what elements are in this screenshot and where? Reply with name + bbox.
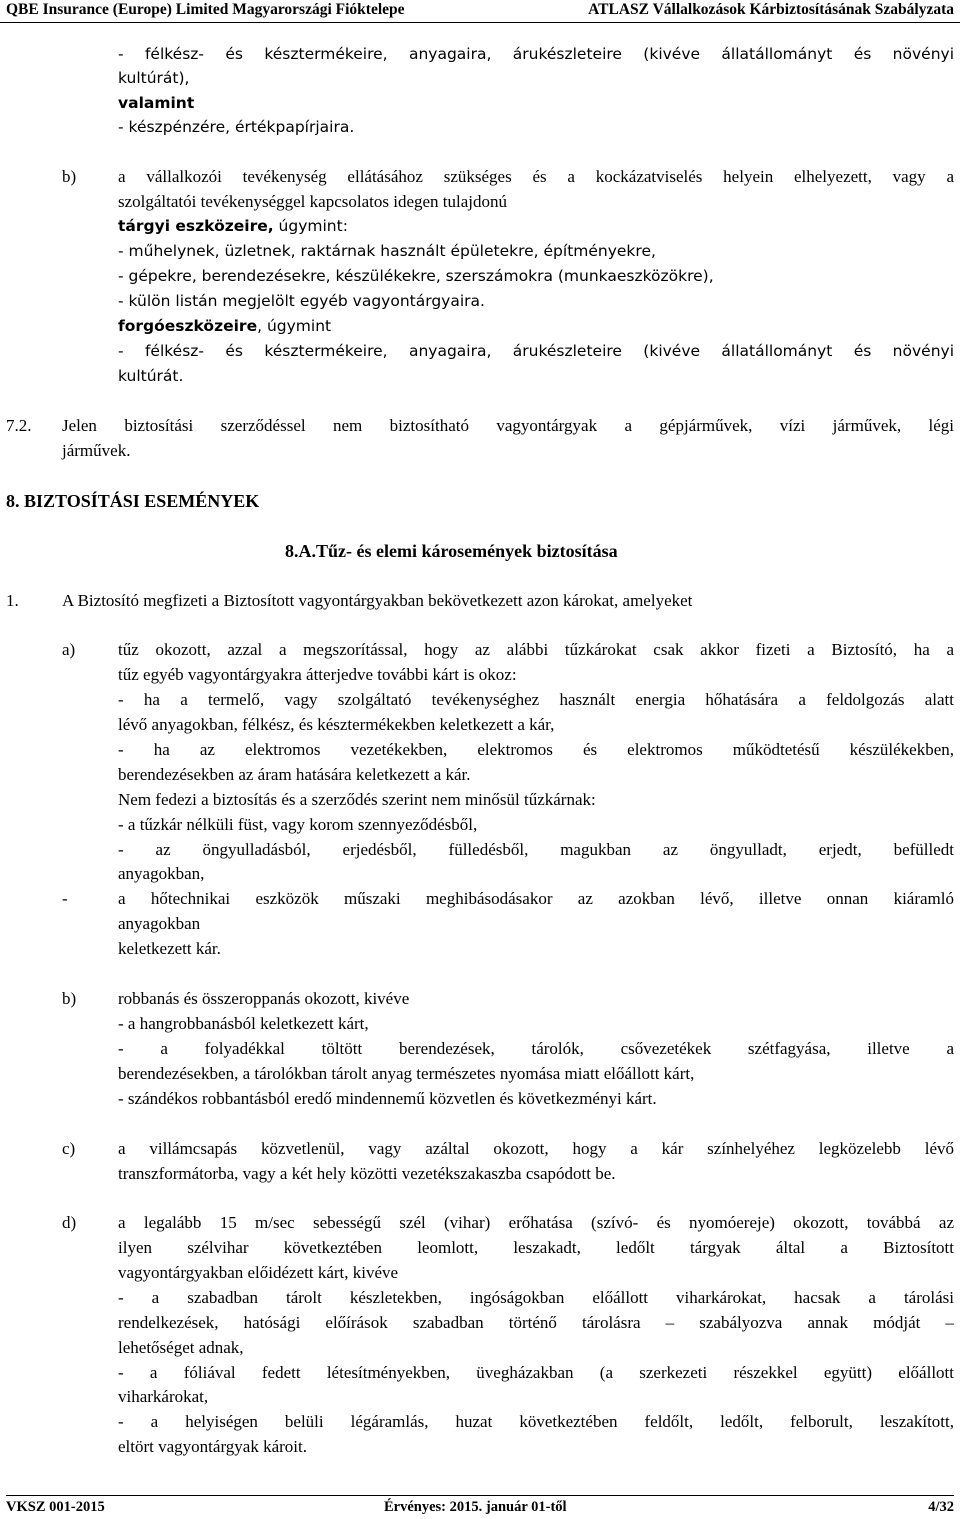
footer-document-code: VKSZ 001-2015	[6, 1499, 105, 1515]
text-line: járművek.	[62, 441, 131, 460]
text-line: eltört vagyontárgyak károit.	[118, 1437, 307, 1456]
text-line: valamint	[118, 94, 195, 112]
text-line: - szándékos robbantásból eredő mindennemű közvetlen és következményi kárt.	[118, 1089, 657, 1108]
text-span: úgymint:	[273, 217, 348, 235]
text-line: anyagokban	[118, 914, 201, 933]
text-line: - az öngyulladásból, erjedésből, fülledésből, magukban az öngyulladt, erjedt, befülledt	[118, 840, 954, 859]
text-line: - ha az elektromos vezetékekben, elektromos és elektromos működtetésű készülékekben,	[118, 740, 954, 759]
paragraph-number: 1.	[6, 591, 19, 610]
page-header	[0, 0, 960, 23]
text-line: - ha a termelő, vagy szolgáltató tevékenységhez használt energia hőhatására a feldolgozás alatt	[118, 690, 954, 709]
text-line: kultúrát),	[118, 69, 190, 87]
text-line: - a folyadékkal töltött berendezések, tárolók, csővezetékek szétfagyása, illetve a	[118, 1039, 954, 1058]
bold-term: tárgyi eszközeire,	[118, 217, 274, 235]
text-line: - a tűzkár nélküli füst, vagy korom szennyeződésből,	[118, 815, 478, 834]
header-document-title: ATLASZ Vállalkozások Kárbiztosításának Szabályzata	[588, 1, 954, 18]
text-line: a legalább 15 m/sec sebességű szél (vihar) erőhatása (szívó- és nyomóereje) okozott, továbbá az	[118, 1213, 954, 1232]
list-marker: a)	[62, 640, 76, 659]
text-line: a hőtechnikai eszközök műszaki meghibásodásakor az azokban lévő, illetve onnan kiáramló	[118, 889, 954, 908]
list-marker: b)	[62, 167, 77, 186]
text-line: lehetőséget adnak,	[118, 1338, 244, 1357]
text-line: - műhelynek, üzletnek, raktárnak használt épületekre, építményekre,	[118, 242, 656, 260]
text-line: tűz egyéb vagyontárgyakra átterjedve további kárt is okoz:	[118, 665, 517, 684]
text-line: - a helyiségen belüli légáramlás, huzat következtében feldőlt, ledőlt, felborult, leszakított,	[118, 1412, 954, 1431]
text-line: - félkész- és késztermékeire, anyagaira, árukészleteire (kivéve állatállományt és növényi	[118, 45, 954, 63]
section-heading: 8. BIZTOSÍTÁSI ESEMÉNYEK	[6, 491, 260, 511]
text-line: ilyen szélvihar következtében leomlott, leszakadt, ledőlt tárgyak által a Biztosított	[118, 1238, 954, 1257]
list-dash: -	[62, 889, 68, 908]
text-line: - külön listán megjelölt egyéb vagyontárgyaira.	[118, 292, 485, 310]
list-marker: c)	[62, 1139, 76, 1158]
section-number: 7.2.	[6, 416, 32, 435]
text-line: transzformátorba, vagy a két hely közötti vezetékszakaszba csapódott be.	[118, 1164, 616, 1183]
text-line: vagyontárgyakban előidézett kárt, kivéve	[118, 1263, 399, 1282]
text-line: szolgáltatói tevékenységgel kapcsolatos idegen tulajdonú	[118, 192, 507, 211]
text-line	[118, 214, 348, 238]
text-line: kultúrát.	[118, 367, 184, 385]
footer-page-number: 4/32	[928, 1499, 954, 1515]
text-line: a villámcsapás közvetlenül, vagy azáltal okozott, hogy a kár színhelyéhez legközelebb lévő	[118, 1139, 954, 1158]
text-line: Nem fedezi a biztosítás és a szerződés szerint nem minősül tűzkárnak:	[118, 790, 596, 809]
text-line: - készpénzére, értékpapírjaira.	[118, 118, 355, 136]
text-line: tűz okozott, azzal a megszorítással, hogy az alábbi tűzkárokat csak akkor fizeti a Biztosító, ha a	[118, 640, 954, 659]
text-line: - gépekre, berendezésekre, készülékekre, szerszámokra (munkaeszközökre),	[118, 267, 714, 285]
text-line: a vállalkozói tevékenység ellátásához szükséges és a kockázatviselés helyein elhelyezett, vagy a	[118, 167, 954, 186]
subsection-heading: 8.A.Tűz- és elemi károsemények biztosítása	[285, 541, 618, 561]
text-line: - a fóliával fedett létesítményekben, üvegházakban (a szerkezeti részekkel együtt) előállott	[118, 1363, 954, 1382]
text-line: lévő anyagokban, félkész, és késztermékekben keletkezett a kár,	[118, 715, 555, 734]
bold-term: forgóeszközeire	[118, 317, 258, 335]
text-line: Jelen biztosítási szerződéssel nem biztosítható vagyontárgyak a gépjárművek, vízi járművek, légi	[62, 416, 954, 435]
text-line: robbanás és összeroppanás okozott, kivéve	[118, 989, 410, 1008]
text-line	[118, 314, 331, 338]
text-line: berendezésekben az áram hatására keletkezett a kár.	[118, 765, 471, 784]
text-line: berendezésekben, a tárolókban tárolt anyag természetes nyomása miatt előállott kárt,	[118, 1064, 695, 1083]
text-span: , úgymint	[257, 317, 332, 335]
text-line: viharkárokat,	[118, 1387, 209, 1406]
list-marker: d)	[62, 1213, 77, 1232]
text-line: rendelkezések, hatósági előírások szabadban történő tárolásra – szabályozva annak módját –	[118, 1313, 954, 1332]
text-line: - félkész- és késztermékeire, anyagaira, árukészleteire (kivéve állatállományt és növényi	[118, 342, 954, 360]
text-line: keletkezett kár.	[118, 939, 221, 958]
header-company: QBE Insurance (Europe) Limited Magyarországi Fióktelepe	[6, 1, 405, 18]
page-footer	[6, 1495, 954, 1518]
text-line: A Biztosító megfizeti a Biztosított vagyontárgyakban bekövetkezett azon károkat, amelyeket	[62, 591, 693, 610]
text-line: anyagokban,	[118, 864, 205, 883]
footer-validity: Érvényes: 2015. január 01-től	[384, 1499, 567, 1515]
list-marker: b)	[62, 989, 77, 1008]
text-line: - a szabadban tárolt készletekben, ingóságokban előállott viharkárokat, hacsak a tárolási	[118, 1288, 954, 1307]
text-line: - a hangrobbanásból keletkezett kárt,	[118, 1014, 369, 1033]
